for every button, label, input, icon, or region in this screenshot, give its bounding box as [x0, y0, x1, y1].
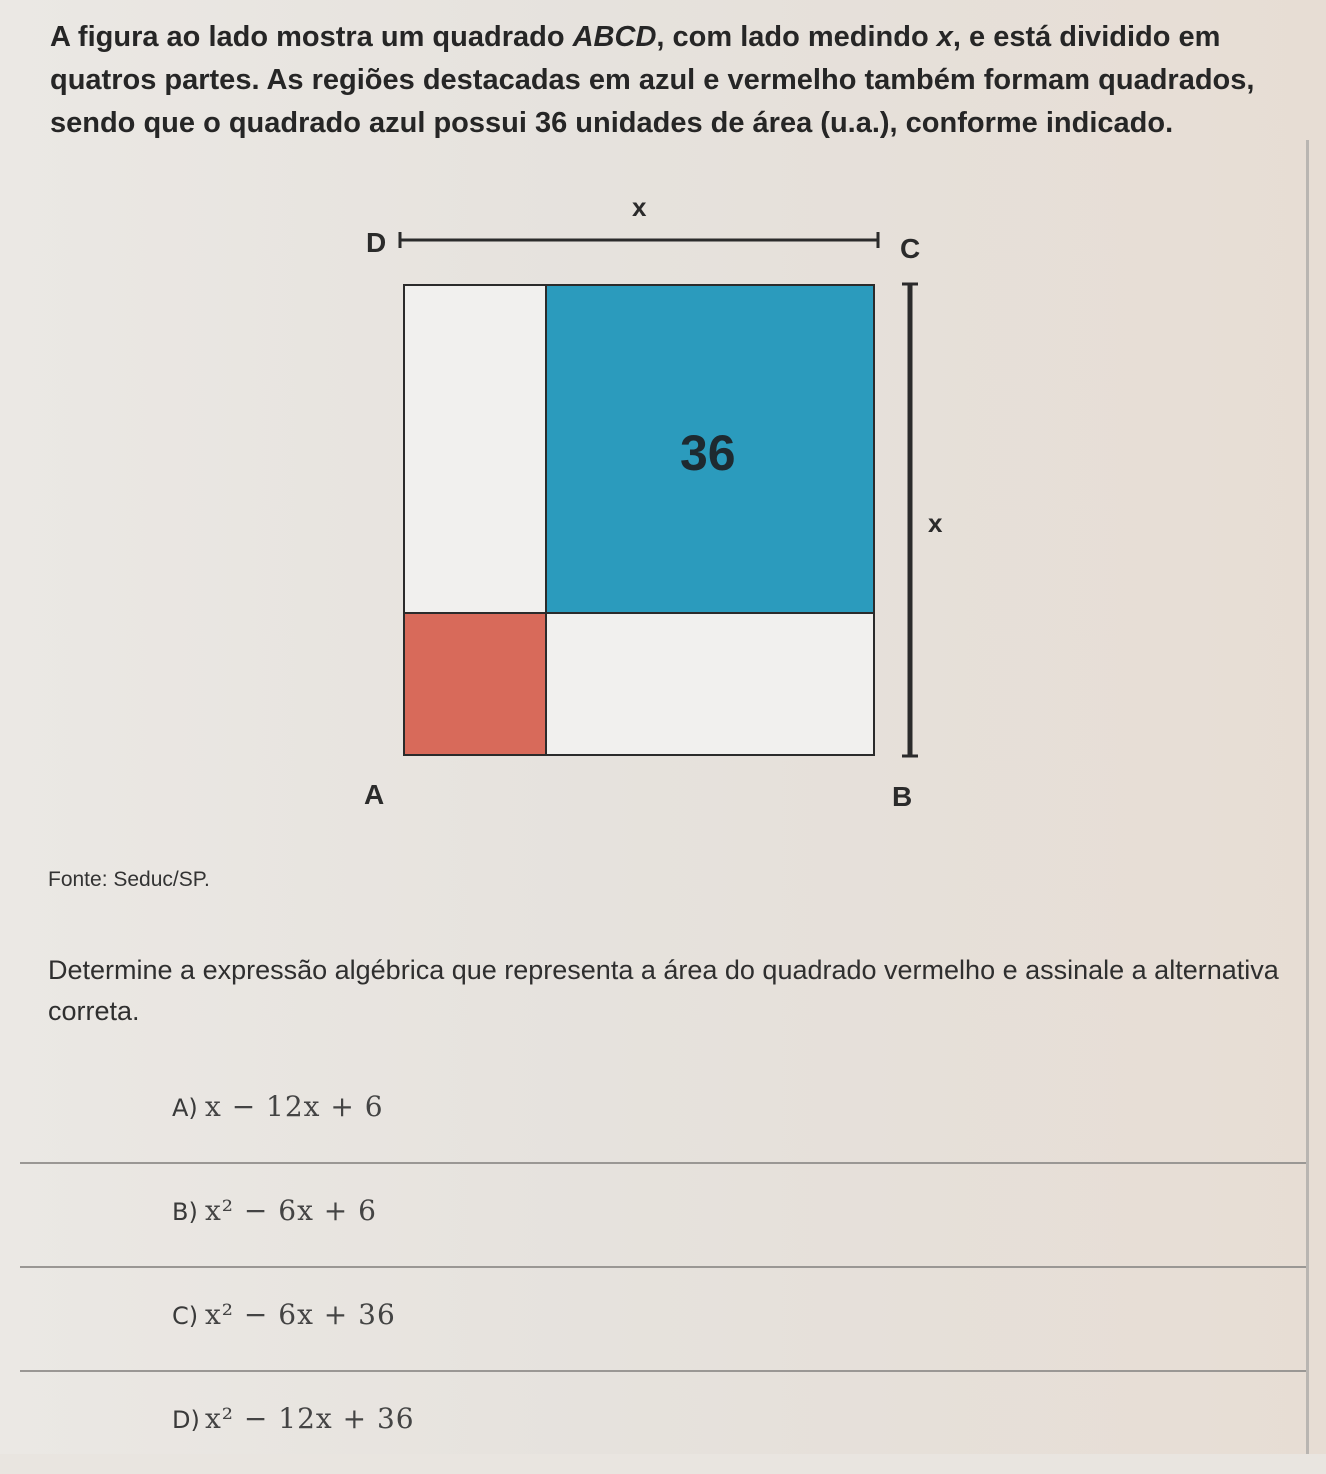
- option-b[interactable]: [20, 1164, 1306, 1268]
- red-square: [404, 613, 546, 755]
- right-x-label: x: [928, 508, 943, 538]
- question-intro: A figura ao lado mostra um quadrado ABCD, com lado medindo x, e está dividido em quatros partes. As regiões destacadas em azul e vermelho também formam quadrados, sendo que o quadrado azul possui 36 unidades de área (u.a.), conforme indicado.: [50, 21, 1255, 139]
- option-d-letter: D): [172, 1406, 200, 1434]
- white-top-left-region: [404, 285, 546, 613]
- top-x-label: x: [632, 192, 647, 222]
- vertex-a-label: A: [364, 779, 385, 810]
- vertex-b-label: B: [892, 781, 913, 812]
- source-caption: Fonte: Seduc/SP.: [48, 868, 210, 891]
- option-c-letter: C): [172, 1302, 199, 1330]
- option-a-expression: x − 12x + 6: [205, 1090, 384, 1123]
- option-d-expression: x² − 12x + 36: [205, 1402, 415, 1435]
- vertex-d-label: D: [366, 227, 387, 258]
- square-figure: [330, 180, 970, 820]
- blue-area-label: 36: [680, 425, 736, 481]
- option-c[interactable]: [20, 1268, 1306, 1372]
- question-prompt: Determine a expressão algébrica que representa a área do quadrado vermelho e assinale a alternativa correta.: [48, 955, 1279, 1026]
- white-bottom-right-region: [546, 613, 874, 755]
- option-b-expression: x² − 6x + 6: [205, 1194, 377, 1227]
- answer-options: [0, 1060, 1306, 1474]
- option-c-expression: x² − 6x + 36: [205, 1298, 396, 1331]
- option-d[interactable]: [20, 1372, 1306, 1474]
- option-a-letter: A): [172, 1094, 198, 1122]
- option-b-letter: B): [172, 1198, 198, 1226]
- card-right-border: [1306, 140, 1309, 1454]
- vertex-c-label: C: [900, 233, 921, 264]
- option-a[interactable]: [20, 1060, 1306, 1164]
